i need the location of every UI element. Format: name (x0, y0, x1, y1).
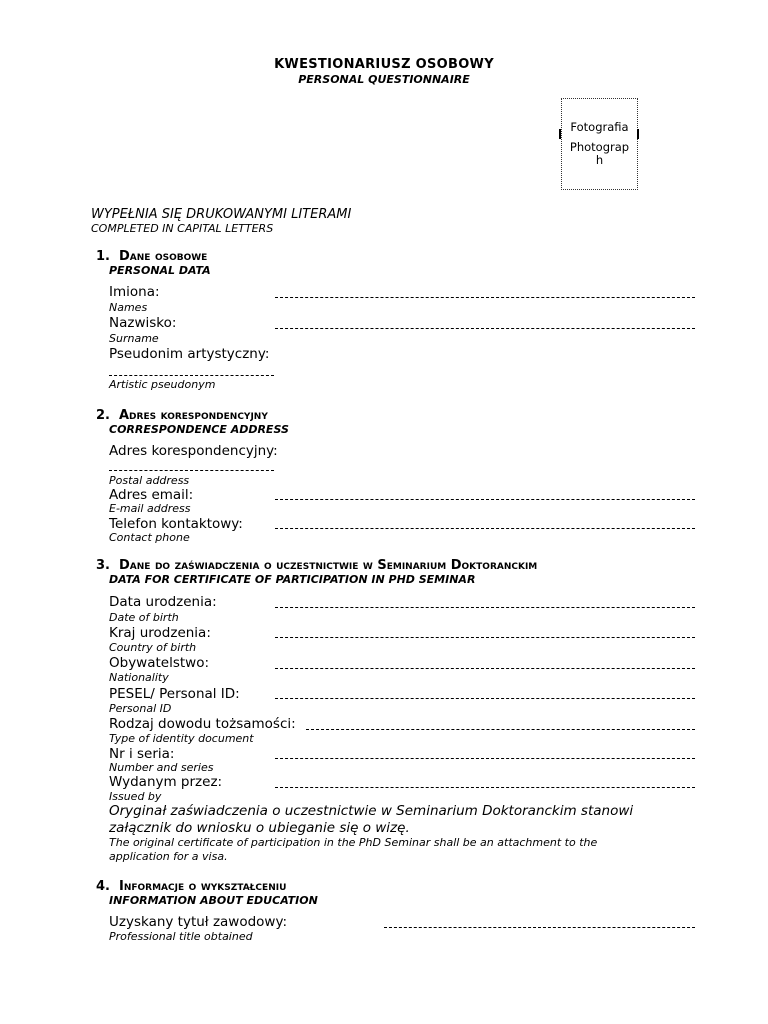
id-document-type-label-en: Type of identity document (109, 732, 254, 745)
professional-title-label-en: Professional title obtained (109, 930, 253, 943)
professional-title-input[interactable] (384, 927, 695, 928)
birth-country-label-en: Country of birth (109, 641, 197, 654)
photo-label-pl: Fotografia (570, 120, 629, 134)
pseudonym-label: Pseudonim artystyczny: (109, 346, 270, 362)
certificate-note-en: The original certificate of participation in the PhD Seminar shall be an attachment to the application for a visa. (109, 836, 598, 863)
issued-by-input[interactable] (275, 787, 695, 788)
section-2-heading (96, 408, 268, 423)
names-input[interactable] (275, 297, 695, 298)
surname-input[interactable] (275, 328, 695, 329)
instruction-en: COMPLETED IN CAPITAL LETTERS (91, 222, 274, 235)
email-input[interactable] (275, 499, 695, 500)
section-3-heading (96, 558, 537, 573)
section-3-title-en: DATA FOR CERTIFICATE OF PARTICIPATION IN PHD SEMINAR (109, 573, 476, 586)
pseudonym-input[interactable] (109, 375, 274, 376)
birth-date-input[interactable] (275, 607, 695, 608)
section-4-title-en: INFORMATION ABOUT EDUCATION (109, 894, 318, 907)
id-document-type-input[interactable] (306, 729, 695, 730)
birth-country-input[interactable] (275, 637, 695, 638)
section-4-number: 4. (96, 879, 110, 894)
photo-label-en: Photograph (569, 140, 630, 167)
personal-id-input[interactable] (275, 698, 695, 699)
birth-date-label: Data urodzenia: (109, 594, 217, 610)
page-title: KWESTIONARIUSZ OSOBOWY (274, 57, 494, 72)
instruction-pl: WYPEŁNIA SIĘ DRUKOWANYMI LITERAMI (91, 207, 352, 222)
phone-input[interactable] (275, 528, 695, 529)
personal-id-label-en: Personal ID (109, 702, 172, 715)
personal-id-label: PESEL/ Personal ID: (109, 686, 240, 702)
nationality-label: Obywatelstwo: (109, 655, 210, 671)
postal-address-label: Adres korespondencyjny: (109, 443, 278, 459)
names-label-en: Names (109, 301, 148, 314)
section-3-number: 3. (96, 558, 110, 573)
section-1-heading (96, 249, 207, 264)
photo-frame-tick-left (559, 129, 561, 139)
phone-label-en: Contact phone (109, 531, 190, 544)
id-document-type-label: Rodzaj dowodu tożsamości: (109, 716, 296, 732)
pseudonym-label-en: Artistic pseudonym (109, 378, 216, 391)
birth-country-label: Kraj urodzenia: (109, 625, 211, 641)
surname-label-en: Surname (109, 332, 159, 345)
email-label: Adres email: (109, 487, 194, 503)
page-subtitle: PERSONAL QUESTIONNAIRE (298, 73, 470, 86)
nationality-input[interactable] (275, 668, 695, 669)
section-2-title-en: CORRESPONDENCE ADDRESS (109, 423, 289, 436)
section-1-title-en: PERSONAL DATA (109, 264, 211, 277)
professional-title-label: Uzyskany tytuł zawodowy: (109, 914, 288, 930)
section-4-title: Informacje o wykształceniu (119, 879, 287, 894)
email-label-en: E-mail address (109, 502, 191, 515)
photo-frame-tick-right (637, 129, 639, 139)
issued-by-label-en: Issued by (109, 790, 162, 803)
birth-date-label-en: Date of birth (109, 611, 179, 624)
issued-by-label: Wydanym przez: (109, 774, 223, 790)
section-2-title: Adres korespondencyjny (119, 408, 268, 423)
section-2-number: 2. (96, 408, 110, 423)
certificate-note-pl: Oryginał zaświadczenia o uczestnictwie w Seminarium Doktoranckim stanowi załącznik do wniosku o ubieganie się o wizę. (109, 803, 634, 836)
names-label: Imiona: (109, 284, 160, 300)
number-series-label-en: Number and series (109, 761, 214, 774)
surname-label: Nazwisko: (109, 315, 177, 331)
phone-label: Telefon kontaktowy: (109, 516, 243, 532)
number-series-label: Nr i seria: (109, 746, 175, 762)
nationality-label-en: Nationality (109, 671, 169, 684)
photo-placeholder[interactable] (561, 98, 638, 190)
section-1-number: 1. (96, 249, 110, 264)
section-4-heading (96, 879, 286, 894)
section-3-title: Dane do zaświadczenia o uczestnictwie w Seminarium Doktoranckim (119, 558, 538, 573)
postal-address-label-en: Postal address (109, 474, 190, 487)
section-1-title: Dane osobowe (119, 249, 208, 264)
number-series-input[interactable] (275, 758, 695, 759)
postal-address-input[interactable] (109, 470, 274, 471)
